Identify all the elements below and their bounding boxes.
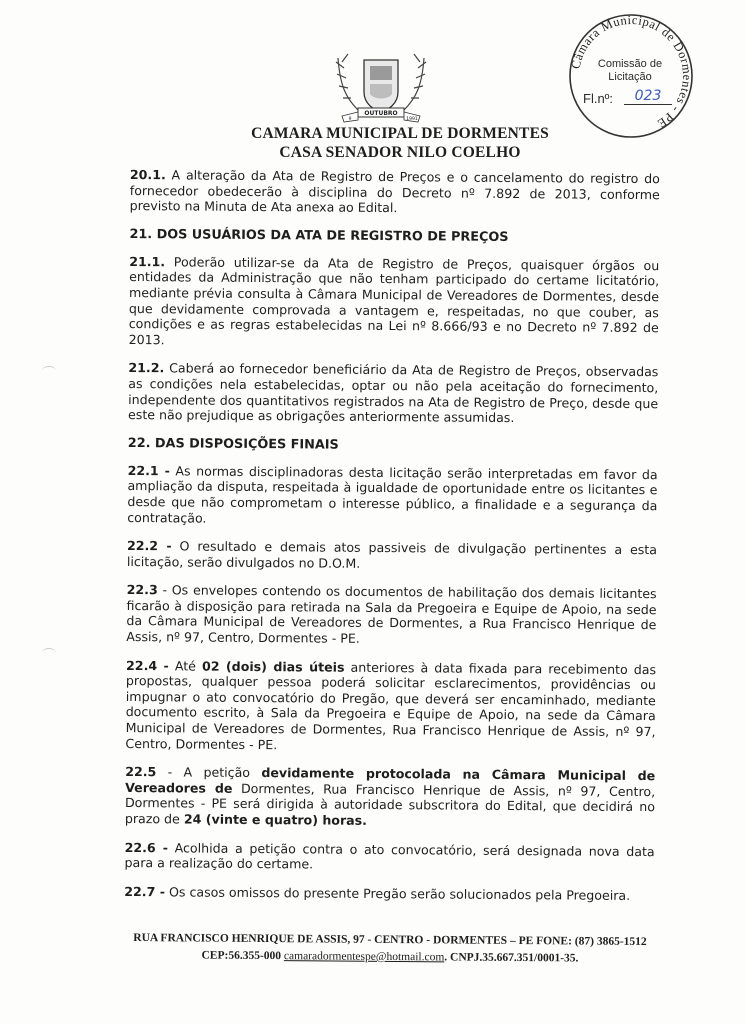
- clause-paragraph: [127, 538, 657, 573]
- clause-text: As normas disciplinadoras desta licitação serão interpretadas em favor da ampliação da disputa, respeitada à igualdade de oportunidade entre os licitantes e desde que não comprometam o interesse público, a finalidade e a segurança da contratação.: [127, 463, 658, 526]
- crest-left-text: 9: [348, 117, 352, 122]
- footer-address: RUA FRANCISCO HENRIQUE DE ASSIS, 97 - CENTRO - DORMENTES – PE FONE: (87) 3865-1512: [133, 931, 647, 949]
- clause-text: anteriores à data fixada para recebimento das propostas, qualquer pessoa poderá solicitar esclarecimentos, providências ou impugnar o ato convocatório do Pregão, que deverá ser encaminhado, mediante documento escrito, à Sala da Pregoeira e Equipe de Apoio, na sede da Câmara Municipal de Vereadores de Dormentes, Rua Francisco Henrique de Assis, nº 97, Centro, Dormentes - PE.: [125, 659, 657, 752]
- stamp-page-label: Fl.nº:: [583, 91, 614, 106]
- clause-number: 22.2 -: [126, 538, 172, 554]
- clause-text: Acolhida a petição contra o ato convocatório, será designada nova data para a realização do certame.: [124, 839, 655, 872]
- clause-text: Dormentes, Rua Francisco Henrique de Assis, nº 97, Centro, Dormentes - PE será dirigida à autoridade subscritora do Edital, que decidirá no prazo de: [124, 780, 656, 827]
- stamp-page-number: 023: [624, 88, 672, 105]
- footer-cep: CEP:56.355-000: [201, 949, 284, 963]
- clause-number: 21.2.: [128, 360, 165, 376]
- clause-emphasis: devidamente protocolada na Câmara Municipal de Vereadores de: [125, 765, 656, 796]
- document-body: [124, 167, 660, 917]
- footer-contact: [110, 949, 670, 965]
- crest-right-text: 1991: [406, 117, 418, 122]
- clause-number: 22.4 -: [126, 657, 169, 673]
- chamber-name: CAMARA MUNICIPAL DE DORMENTES: [251, 125, 549, 142]
- stamp-line2: Licitação: [608, 71, 652, 83]
- clause-paragraph: [130, 167, 660, 218]
- crest-ribbon-text: OUTUBRO: [364, 110, 398, 117]
- clause-number: 22.3: [126, 582, 158, 598]
- clause-number: 22.6 -: [124, 839, 169, 855]
- clause-text: - A petição: [156, 764, 262, 781]
- clause-text: O resultado e demais atos passiveis de divulgação pertinentes a esta licitação, serão divulgados no D.O.M.: [126, 538, 658, 571]
- clause-paragraph: [128, 360, 658, 427]
- clause-emphasis: 02 (dois) dias úteis: [201, 658, 345, 675]
- clause-text: Poderão utilizar-se da Ata de Registro de Preços, quaisquer órgãos ou entidades da Administração que não tenham participado do certame licitatório, mediante prévia consulta à Câmara Municipal de Vereadores de Dormentes, desde que devidamente comprovada a vantagem e, respeitadas, no que couber, as condições e as regras estabelecidas na Lei nº 8.666/93 e no Decreto nº 7.892 de 2013.: [128, 254, 660, 348]
- clause-number: 20.1.: [129, 167, 166, 183]
- municipal-crest-emblem: [328, 48, 434, 128]
- clause-paragraph: [125, 764, 655, 831]
- clause-paragraph: [124, 840, 654, 875]
- stamp-inner-text: [575, 58, 685, 84]
- clause-paragraph: [127, 463, 657, 530]
- house-name: CASA SENADOR NILO COELHO: [279, 144, 521, 161]
- clause-text: A alteração da Ata de Registro de Preços e o cancelamento do registro do fornecedor obedecerão à disciplina do Decreto nº 7.892 de 2013, conforme previsto na Minuta de Ata anexa ao Edital.: [129, 167, 660, 216]
- footer-cnpj: . CNPJ.35.667.351/0001-35.: [444, 951, 579, 965]
- clause-number: 22.1 -: [127, 462, 170, 479]
- clause-text: Caberá ao fornecedor beneficiário da Ata de Registro de Preços, observadas as condições nela estabelecidas, optar ou não pela aceitação do fornecimento, independente dos quantitativos registrados na Ata de Registro de Preço, desde que este não prejudique as obrigações anteriormente assumidas.: [127, 360, 659, 426]
- clause-number: 22.7 -: [124, 883, 166, 900]
- clause-paragraph: [125, 658, 656, 756]
- clause-number: 22.5: [125, 764, 157, 780]
- punch-hole-mark: [42, 366, 56, 375]
- clause-paragraph: [124, 884, 654, 904]
- clause-text: Até: [168, 657, 203, 674]
- clause-text: Os casos omissos do presente Pregão serão solucionados pela Pregoeira.: [164, 884, 631, 903]
- footer-email-link[interactable]: camaradormentespe@hotmail.com: [283, 950, 445, 964]
- clause-paragraph: [126, 582, 656, 649]
- clause-text: - Os envelopes contendo os documentos de habilitação dos demais licitantes ficarão à disposição para retirada na Sala da Pregoeira e Equipe de Apoio, na sede da Câmara Municipal de Vereadores de Dormentes, a Rua Francisco Henrique de Assis, nº 97, Centro, Dormentes - PE.: [126, 582, 657, 646]
- clause-emphasis: 24 (vinte e quatro) horas.: [183, 811, 368, 828]
- punch-hole-mark: [42, 648, 56, 657]
- section-heading: 22. DAS DISPOSIÇÕES FINAIS: [127, 435, 339, 453]
- section-heading: 21. DOS USUÁRIOS DA ATA DE REGISTRO DE PREÇOS: [129, 226, 509, 245]
- clause-paragraph: [129, 254, 660, 352]
- stamp-line1: Comissão de: [597, 58, 663, 70]
- clause-number: 21.1.: [129, 253, 166, 270]
- stamp-ring-text: Câmara Municipal de Dormentes - PE: [568, 12, 695, 131]
